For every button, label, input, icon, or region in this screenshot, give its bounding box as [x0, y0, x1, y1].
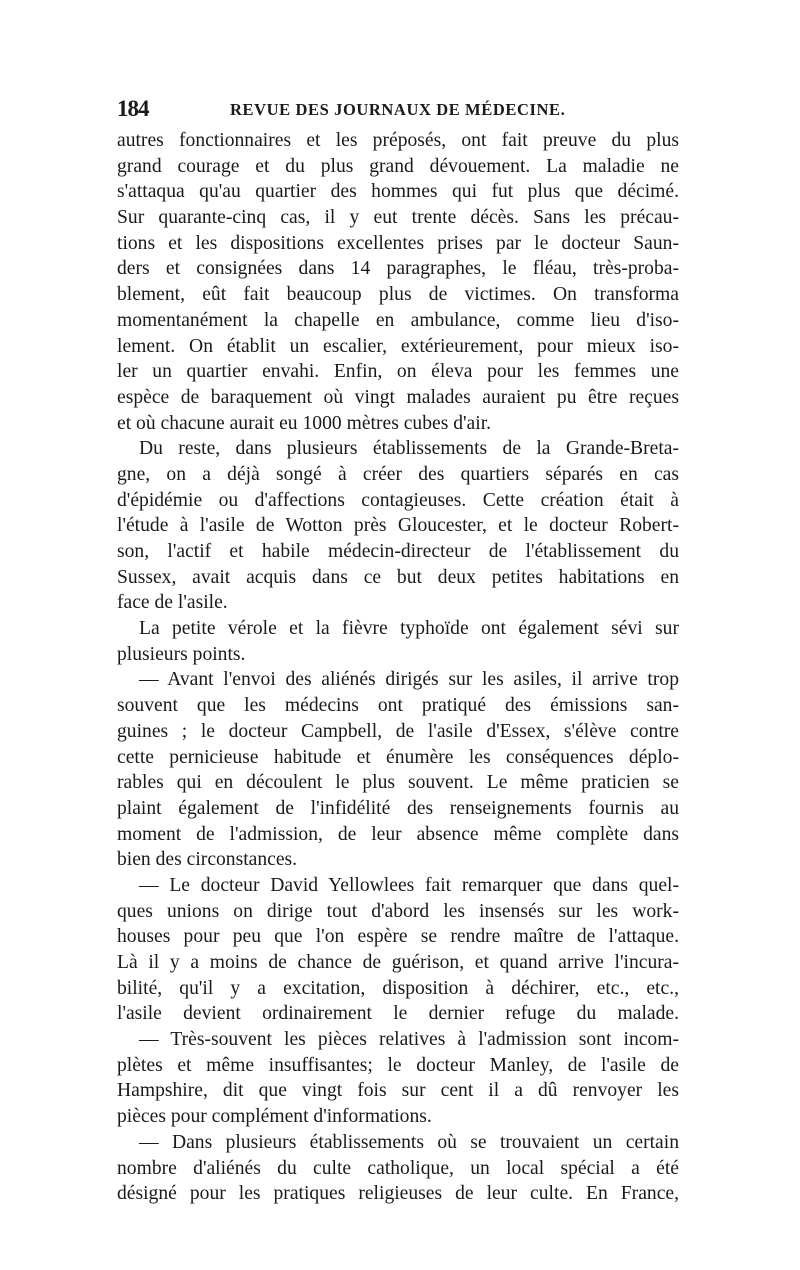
- text-line: grand courage et du plus grand dévouement. La maladie ne: [117, 155, 679, 177]
- page-number: 184: [117, 96, 149, 121]
- text-line: désigné pour les pratiques religieuses de leur culte. En France,: [117, 1183, 679, 1205]
- text-line: s'attaqua qu'au quartier des hommes qui fut plus que décimé.: [117, 181, 679, 203]
- text-line: houses pour peu que l'on espère se rendre maître de l'attaque.: [117, 926, 679, 948]
- text-line: — Très-souvent les pièces relatives à l'admission sont incom-: [139, 1029, 679, 1051]
- text-line: ders et consignées dans 14 paragraphes, le fléau, très-proba-: [117, 258, 679, 280]
- text-line: bien des circonstances.: [117, 849, 298, 871]
- body-text: [117, 128, 679, 1207]
- text-line: l'asile devient ordinairement le dernier refuge du malade.: [117, 1003, 679, 1025]
- text-line: Hampshire, dit que vingt fois sur cent il a dû renvoyer les: [117, 1080, 679, 1102]
- text-line: plusieurs points.: [117, 643, 246, 665]
- text-line: pièces pour complément d'informations.: [117, 1106, 432, 1128]
- text-line: momentanément la chapelle en ambulance, comme lieu d'iso-: [117, 309, 679, 331]
- text-line: cette pernicieuse habitude et énumère les conséquences déplo-: [117, 746, 679, 768]
- text-line: l'étude à l'asile de Wotton près Gloucester, et le docteur Robert-: [117, 515, 679, 537]
- text-line: ques unions on dirige tout d'abord les insensés sur les work-: [117, 900, 679, 922]
- text-line: souvent que les médecins ont pratiqué des émissions san-: [117, 695, 679, 717]
- text-line: guines ; le docteur Campbell, de l'asile d'Essex, s'élève contre: [117, 720, 679, 742]
- text-line: tions et les dispositions excellentes prises par le docteur Saun-: [117, 232, 679, 254]
- text-line: d'épidémie ou d'affections contagieuses. Cette création était à: [117, 489, 679, 511]
- text-line: La petite vérole et la fièvre typhoïde ont également sévi sur: [139, 618, 679, 640]
- text-line: Sur quarante-cinq cas, il y eut trente décès. Sans les précau-: [117, 207, 679, 229]
- text-line: espèce de baraquement où vingt malades auraient pu être reçues: [117, 386, 679, 408]
- text-line: — Le docteur David Yellowlees fait remarquer que dans quel-: [139, 874, 679, 896]
- page-header: [117, 96, 679, 126]
- text-line: Du reste, dans plusieurs établissements de la Grande-Breta-: [139, 438, 679, 460]
- text-line: ler un quartier envahi. Enfin, on éleva pour les femmes une: [117, 361, 679, 383]
- text-line: plaint également de l'infidélité des renseignements fournis au: [117, 797, 679, 819]
- text-line: moment de l'admission, de leur absence même complète dans: [117, 823, 679, 845]
- text-line: nombre d'aliénés du culte catholique, un local spécial a été: [117, 1157, 679, 1179]
- text-line: blement, eût fait beaucoup plus de victimes. On transforma: [117, 284, 679, 306]
- text-line: face de l'asile.: [117, 592, 228, 614]
- text-line: — Avant l'envoi des aliénés dirigés sur les asiles, il arrive trop: [139, 669, 679, 691]
- text-line: gne, on a déjà songé à créer des quartiers séparés en cas: [117, 463, 679, 485]
- text-line: autres fonctionnaires et les préposés, ont fait preuve du plus: [117, 130, 679, 151]
- text-line: Là il y a moins de chance de guérison, et quand arrive l'incura-: [117, 952, 679, 973]
- text-line: et où chacune aurait eu 1000 mètres cubes d'air.: [117, 412, 492, 434]
- text-line: rables qui en découlent le plus souvent. Le même praticien se: [117, 772, 679, 794]
- running-title: REVUE DES JOURNAUX DE MÉDECINE.: [230, 100, 566, 119]
- text-line: Sussex, avait acquis dans ce but deux petites habitations en: [117, 566, 679, 588]
- text-line: lement. On établit un escalier, extérieurement, pour mieux iso-: [117, 335, 679, 357]
- text-line: son, l'actif et habile médecin-directeur de l'établissement du: [117, 541, 679, 562]
- text-line: plètes et même insuffisantes; le docteur Manley, de l'asile de: [117, 1054, 679, 1076]
- text-line: — Dans plusieurs établissements où se trouvaient un certain: [139, 1131, 679, 1153]
- text-line: bilité, qu'il y a excitation, disposition à déchirer, etc., etc.,: [117, 977, 679, 999]
